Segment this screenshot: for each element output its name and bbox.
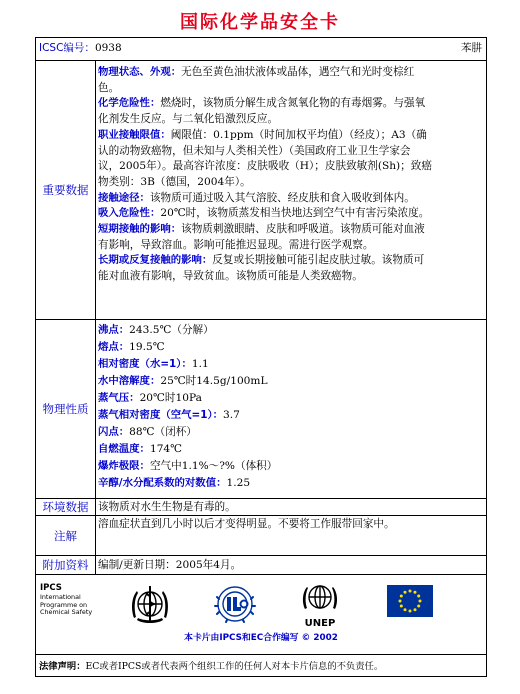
icsc-number: 0938 xyxy=(94,42,122,54)
physical-property-line xyxy=(98,441,483,458)
field-key: 职业接触限值： xyxy=(98,128,171,141)
environment-row xyxy=(36,498,486,515)
property-key: 蒸气压： xyxy=(98,392,140,404)
property-value: 19.5℃ xyxy=(129,341,165,353)
physical-property-line xyxy=(98,407,483,424)
field-value: 阈限值：0.1ppm（时间加权平均值）（经皮）；A3（确 xyxy=(170,128,427,141)
important-data-line xyxy=(98,144,483,160)
field-value: 化剂发生反应。与二氧化铅激烈反应。 xyxy=(98,113,279,126)
field-value: 20℃时，该物质蒸发相当快地达到空气中有害污染浓度。 xyxy=(160,207,430,220)
card-title: 国际化学品安全卡 xyxy=(180,12,340,33)
property-key: 自燃温度： xyxy=(98,443,150,455)
logos-row xyxy=(36,574,486,654)
physical-property-line xyxy=(98,373,483,390)
card-frame xyxy=(35,37,487,677)
field-key: 长期或反复接触的影响： xyxy=(98,254,213,267)
important-data-line xyxy=(98,175,483,191)
important-data-line xyxy=(98,112,483,128)
unep-label: UNEP xyxy=(304,618,336,629)
important-data-line xyxy=(98,191,483,207)
field-key: 物理状态、外观： xyxy=(98,66,182,78)
additional-info-row xyxy=(36,555,486,574)
notes-label: 注解 xyxy=(36,516,96,555)
important-data-line xyxy=(98,269,483,285)
ipcs-block xyxy=(40,583,92,617)
field-key: 短期接触的影响： xyxy=(98,223,182,236)
property-key: 爆炸极限： xyxy=(98,460,150,472)
environment-label: 环境数据 xyxy=(36,499,96,515)
additional-info-label: 附加资料 xyxy=(36,556,96,574)
ilo-emblem-icon xyxy=(213,582,257,626)
notes-text: 溶血症状直到几小时以后才变得明显。不要将工作服带回家中。 xyxy=(98,518,395,530)
field-key: 化学危险性： xyxy=(98,97,161,110)
notes-row xyxy=(36,515,486,555)
field-value: 有影响，导致溶血。影响可能推迟显现。需进行医学观察。 xyxy=(98,238,374,251)
environment-text: 该物质对水生生物是有毒的。 xyxy=(98,501,236,513)
property-value: 174℃ xyxy=(149,443,183,455)
field-value: 无色至黄色油状液体或晶体，遇空气和光时变棕红 xyxy=(181,66,415,78)
field-value: 反复或长期接触可能引起皮肤过敏。该物质可 xyxy=(212,254,425,267)
ipcs-line: Chemical Safety xyxy=(40,608,93,616)
field-value: 燃烧时，该物质分解生成含氮氧化物的有毒烟雾。与强氧 xyxy=(160,97,426,110)
property-value: 243.5℃（分解） xyxy=(129,324,214,336)
physical-properties-content xyxy=(98,322,483,498)
legal-text: EC或者IPCS或者代表两个组织工作的任何人对本卡片信息的不负责任。 xyxy=(85,661,384,672)
ipcs-title: IPCS xyxy=(40,583,62,593)
property-key: 蒸气相对密度（空气=1）： xyxy=(98,409,224,421)
property-value: 88℃（闭杯） xyxy=(129,426,197,438)
property-key: 闪点： xyxy=(98,426,130,438)
important-data-line xyxy=(98,159,483,175)
legal-label: 法律声明： xyxy=(39,661,86,672)
property-value: 3.7 xyxy=(223,409,240,421)
property-key: 熔点： xyxy=(98,341,130,353)
physical-property-line xyxy=(98,475,483,492)
field-key: 接触途径： xyxy=(98,191,150,204)
important-data-line xyxy=(98,238,483,254)
icsc-row xyxy=(36,38,486,60)
important-data-line xyxy=(98,81,483,97)
property-key: 辛醇/水分配系数的对数值： xyxy=(98,477,227,489)
physical-property-line xyxy=(98,339,483,356)
field-value: 该物质可通过吸入其气溶胶、经皮肤和食入吸收到体内。 xyxy=(149,191,415,204)
field-value: 物类别：3B（德国，2004年）。 xyxy=(98,175,251,188)
physical-properties-label: 物理性质 xyxy=(36,320,96,498)
physical-properties-row xyxy=(36,319,486,498)
field-key: 吸入危险性： xyxy=(98,207,161,220)
property-value: 空气中1.1%～?%（体积） xyxy=(149,460,278,472)
important-data-line xyxy=(98,222,483,238)
property-key: 水中溶解度： xyxy=(98,375,161,387)
physical-property-line xyxy=(98,424,483,441)
important-data-line xyxy=(98,128,483,144)
eu-flag-icon xyxy=(387,585,433,617)
important-data-content xyxy=(98,65,483,319)
physical-property-line xyxy=(98,390,483,407)
important-data-line xyxy=(98,253,483,269)
field-value: 该物质刺激眼睛、皮肤和呼吸道。该物质可能对血液 xyxy=(181,223,425,236)
physical-property-line xyxy=(98,322,483,339)
physical-property-line xyxy=(98,458,483,475)
field-value: 能对血液有影响，导致贫血。该物质可能是人类致癌物。 xyxy=(98,270,363,283)
property-key: 沸点： xyxy=(98,324,130,336)
unep-emblem-icon xyxy=(298,581,342,619)
important-data-line xyxy=(98,65,483,81)
ipcs-line: International xyxy=(40,593,81,601)
chemical-name: 苯肼 xyxy=(461,42,482,54)
physical-property-line xyxy=(98,356,483,373)
field-value: 认的动物致癌物，但未知与人类相关性）（美国政府工业卫生学家会 xyxy=(98,144,411,157)
important-data-label: 重要数据 xyxy=(36,61,96,319)
property-value: 1.1 xyxy=(191,358,209,370)
property-value: 1.25 xyxy=(226,477,251,489)
property-value: 20℃时10Pa xyxy=(139,392,202,404)
important-data-row xyxy=(36,60,486,319)
additional-info-text: 编制/更新日期：2005年4月。 xyxy=(98,559,242,571)
who-emblem-icon xyxy=(128,582,172,626)
important-data-line xyxy=(98,96,483,112)
property-key: 相对密度（水=1）： xyxy=(98,358,192,370)
field-value: 色。 xyxy=(98,81,120,94)
credit-line: 本卡片由IPCS和EC合作编写 © 2002 xyxy=(184,633,338,643)
field-value: 议，2005年）。最高容许浓度：皮肤吸收（H）；皮肤致敏剂(Sh)；致癌 xyxy=(98,160,432,173)
important-data-line xyxy=(98,206,483,222)
property-value: 25℃时14.5g/100mL xyxy=(160,375,268,387)
logos-area xyxy=(36,575,486,654)
ipcs-line: Programme on xyxy=(40,600,88,609)
icsc-label: ICSC编号： xyxy=(39,42,95,54)
legal-row xyxy=(36,654,486,678)
